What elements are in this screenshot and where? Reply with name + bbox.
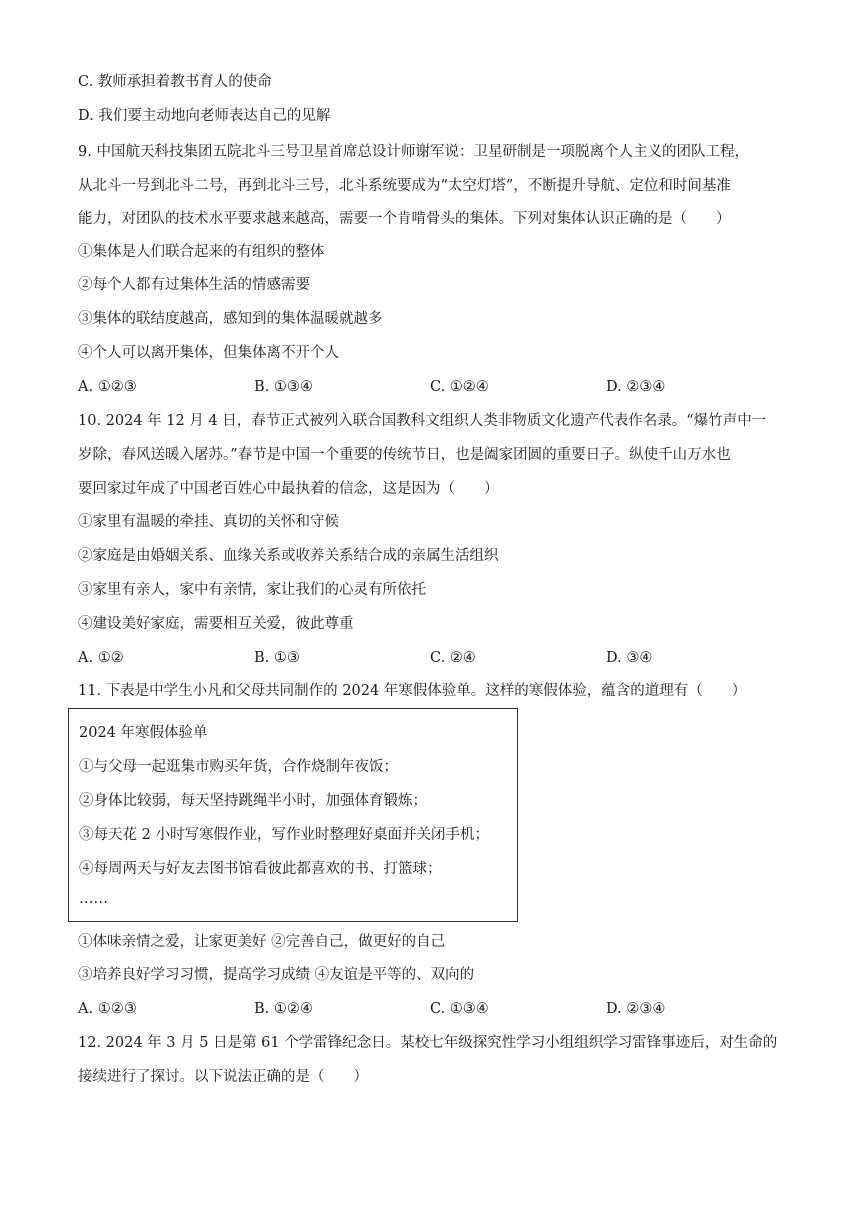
q11-statement-line-2: ③培养良好学习习惯，提高学习成绩 ④友谊是平等的、双向的 [78, 967, 475, 983]
table-row-1: ①与父母一起逛集市购买年货，合作烧制年夜饭； [79, 759, 398, 775]
q10-stem-line-1: 10. 2024 年 12 月 4 日，春节正式被列入联合国教科文组织人类非物质文化遗产代表作名录。“爆竹声中一 [78, 413, 767, 429]
q9-stem-line-3: 能力，对团队的技术水平要求越来越高，需要一个肯啃骨头的集体。下列对集体认识正确的是（ ） [78, 211, 731, 227]
q9-statement-4: ④个人可以离开集体，但集体离不开个人 [78, 345, 339, 361]
q10-stem-line-2: 岁除，春风送暖入屠苏。”春节是中国一个重要的传统节日，也是阖家团圆的重要日子。纵使千山万水也 [78, 447, 731, 463]
q9-statement-1: ①集体是人们联合起来的有组织的整体 [78, 244, 325, 260]
q10-stem-line-3: 要回家过年成了中国老百姓心中最执着的信念，这是因为（ ） [78, 481, 499, 497]
q10-statement-4: ④建设美好家庭，需要相互关爱，彼此尊重 [78, 616, 354, 632]
table-row-2: ②身体比较弱，每天坚持跳绳半小时，加强体育锻炼； [79, 793, 427, 809]
q11-option-b[interactable]: B. ①②④ [254, 1001, 313, 1017]
q11-option-c[interactable]: C. ①③④ [430, 1001, 489, 1017]
q11-option-a[interactable]: A. ①②③ [78, 1001, 137, 1017]
q11-statement-line-1: ①体味亲情之爱，让家更美好 ②完善自己，做更好的自己 [78, 934, 446, 950]
q9-stem-line-2: 从北斗一号到北斗二号，再到北斗三号，北斗系统要成为“太空灯塔”，不断提升导航、定位和时间基准 [78, 178, 731, 194]
q12-stem-line-1: 12. 2024 年 3 月 5 日是第 61 个学雷锋纪念日。某校七年级探究性学习小组组织学习雷锋事迹后，对生命的 [78, 1035, 778, 1051]
q8-option-c: C. 教师承担着教书育人的使命 [78, 74, 272, 90]
q9-option-c[interactable]: C. ①②④ [430, 379, 489, 395]
q9-option-d[interactable]: D. ②③④ [606, 379, 666, 395]
table-row-ellipsis: …… [79, 891, 108, 907]
q11-options [78, 999, 778, 1019]
q9-option-a[interactable]: A. ①②③ [78, 379, 137, 395]
q9-options [78, 377, 778, 397]
q8-option-d: D. 我们要主动地向老师表达自己的见解 [78, 108, 331, 124]
winter-break-table [68, 708, 518, 922]
q11-stem: 11. 下表是中学生小凡和父母共同制作的 2024 年寒假体验单。这样的寒假体验，蕴含的道理有（ ） [78, 683, 747, 699]
table-row-4: ④每周两天与好友去图书馆看彼此都喜欢的书、打篮球； [79, 861, 442, 877]
table-row-3: ③每天花 2 小时写寒假作业，写作业时整理好桌面并关闭手机； [79, 827, 489, 843]
q9-option-b[interactable]: B. ①③④ [254, 379, 313, 395]
q11-option-d[interactable]: D. ②③④ [606, 1001, 666, 1017]
q10-statement-3: ③家里有亲人，家中有亲情，家让我们的心灵有所依托 [78, 582, 426, 598]
q10-options [78, 648, 778, 668]
q12-stem-line-2: 接续进行了探讨。以下说法正确的是（ ） [78, 1069, 368, 1085]
q9-statement-2: ②每个人都有过集体生活的情感需要 [78, 277, 310, 293]
q10-option-a[interactable]: A. ①② [78, 650, 124, 666]
q10-option-b[interactable]: B. ①③ [254, 650, 300, 666]
q10-option-d[interactable]: D. ③④ [606, 650, 653, 666]
table-title: 2024 年寒假体验单 [79, 725, 208, 741]
q10-statement-2: ②家庭是由婚姻关系、血缘关系或收养关系结合成的亲属生活组织 [78, 548, 499, 564]
q10-option-c[interactable]: C. ②④ [430, 650, 476, 666]
q10-statement-1: ①家里有温暖的牵挂、真切的关怀和守候 [78, 514, 339, 530]
q9-stem-line-1: 9. 中国航天科技集团五院北斗三号卫星首席总设计师谢军说：卫星研制是一项脱离个人主义的团队工程， [78, 144, 749, 160]
q9-statement-3: ③集体的联结度越高，感知到的集体温暖就越多 [78, 311, 383, 327]
